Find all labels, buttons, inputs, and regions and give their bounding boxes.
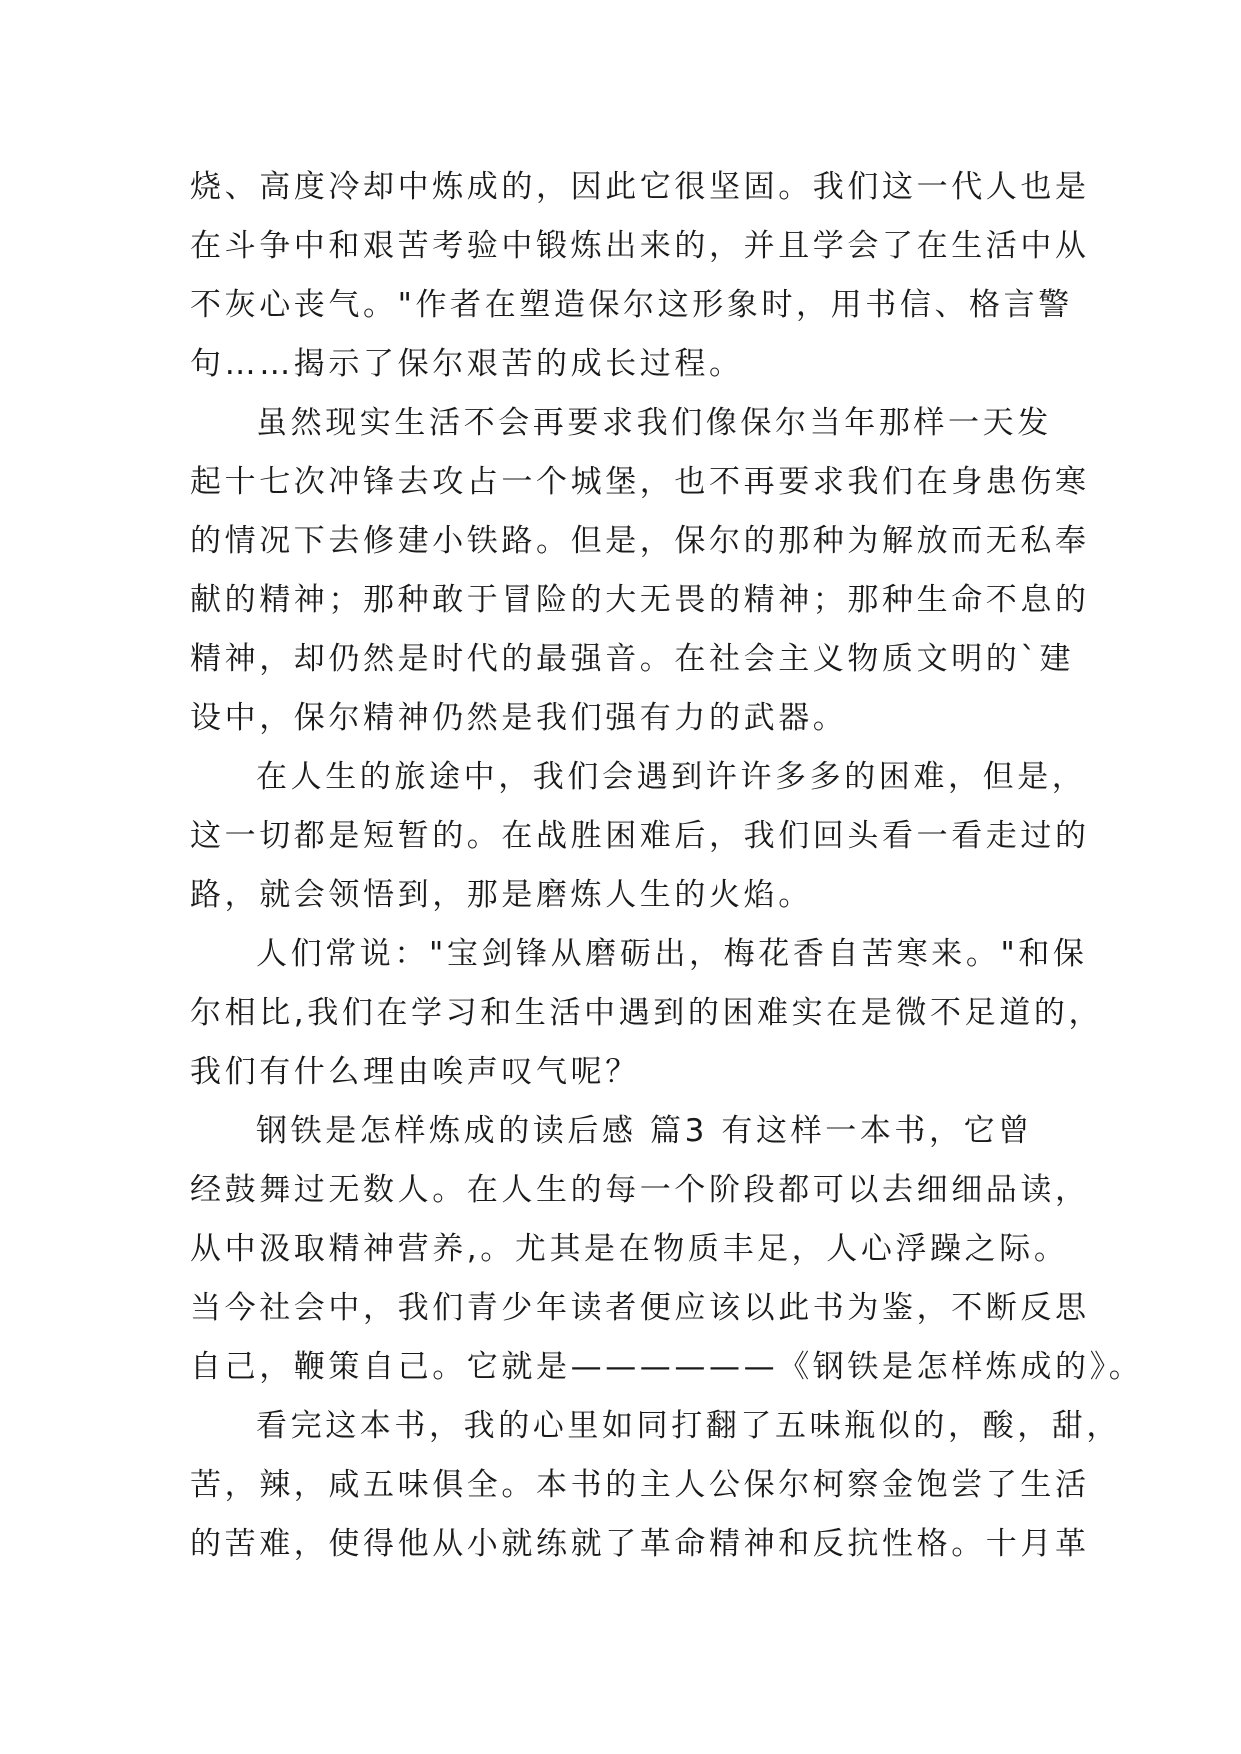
text-line: 句……揭示了保尔艰苦的成长过程。 bbox=[190, 346, 744, 382]
text-line: 烧、高度冷却中炼成的，因此它很坚固。我们这一代人也是 bbox=[190, 169, 1090, 205]
text-line: 路，就会领悟到，那是磨炼人生的火焰。 bbox=[190, 877, 813, 913]
text-line: 当今社会中，我们青少年读者便应该以此书为鉴，不断反思 bbox=[190, 1290, 1090, 1326]
text-line: 我们有什么理由唉声叹气呢？ bbox=[190, 1054, 640, 1090]
text-line: 在斗争中和艰苦考验中锻炼出来的，并且学会了在生活中从 bbox=[190, 228, 1090, 264]
text-line: 自己，鞭策自己。它就是——————《钢铁是怎样炼成的》。 bbox=[190, 1349, 1144, 1385]
text-line: 不灰心丧气。"作者在塑造保尔这形象时，用书信、格言警 bbox=[190, 287, 1073, 323]
text-line: 人们常说："宝剑锋从磨砺出，梅花香自苦寒来。"和保 bbox=[256, 936, 1088, 972]
text-line: 的苦难，使得他从小就练就了革命精神和反抗性格。十月革 bbox=[190, 1526, 1090, 1562]
text-line: 虽然现实生活不会再要求我们像保尔当年那样一天发 bbox=[256, 405, 1052, 441]
text-line: 看完这本书，我的心里如同打翻了五味瓶似的，酸，甜， bbox=[256, 1408, 1121, 1444]
text-line: 苦，辣，咸五味俱全。本书的主人公保尔柯察金饱尝了生活 bbox=[190, 1467, 1090, 1503]
text-line: 经鼓舞过无数人。在人生的每一个阶段都可以去细细品读， bbox=[190, 1172, 1090, 1208]
text-line: 尔相比,我们在学习和生活中遇到的困难实在是微不足道的， bbox=[190, 995, 1104, 1031]
text-line: 设中，保尔精神仍然是我们强有力的武器。 bbox=[190, 700, 848, 736]
document-body bbox=[190, 158, 1144, 1574]
text-line: 起十七次冲锋去攻占一个城堡，也不再要求我们在身患伤寒 bbox=[190, 464, 1090, 500]
text-line: 献的精神；那种敢于冒险的大无畏的精神；那种生命不息的 bbox=[190, 582, 1090, 618]
text-line: 精神，却仍然是时代的最强音。在社会主义物质文明的`建 bbox=[190, 641, 1075, 677]
text-line: 这一切都是短暂的。在战胜困难后，我们回头看一看走过的 bbox=[190, 818, 1090, 854]
text-line: 从中汲取精神营养,。尤其是在物质丰足，人心浮躁之际。 bbox=[190, 1231, 1069, 1267]
text-line: 的情况下去修建小铁路。但是，保尔的那种为解放而无私奉 bbox=[190, 523, 1090, 559]
text-line: 在人生的旅途中，我们会遇到许许多多的困难，但是， bbox=[256, 759, 1087, 795]
text-line: 钢铁是怎样炼成的读后感 篇3 有这样一本书，它曾 bbox=[256, 1113, 1033, 1149]
